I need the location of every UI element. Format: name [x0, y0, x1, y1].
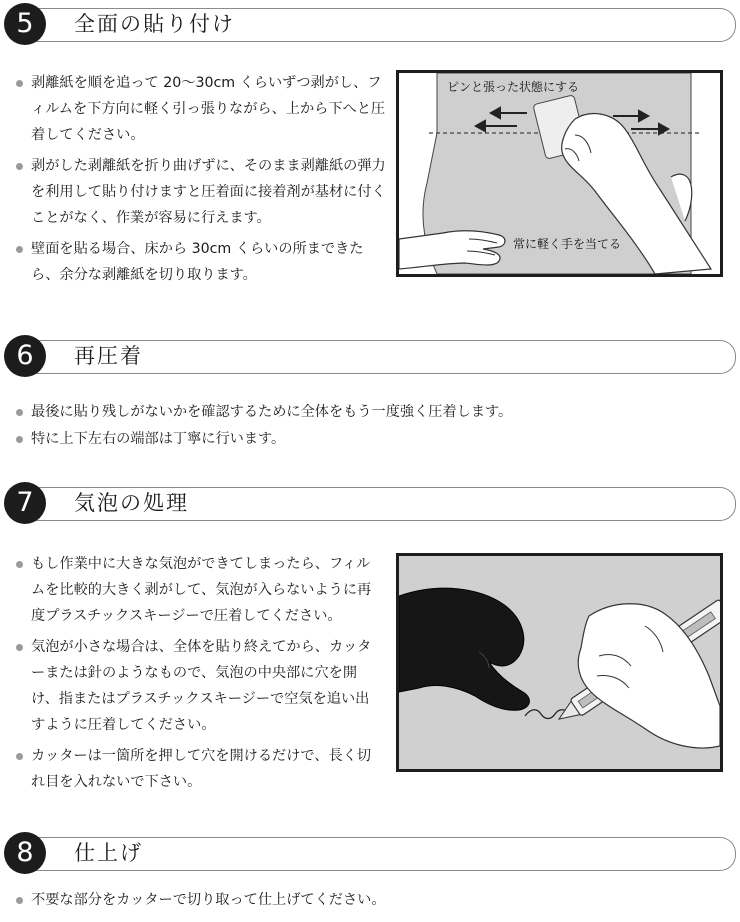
list-item: 剥がした剥離紙を折り曲げずに、そのまま剥離紙の弾力を利用して貼り付けますと圧着面に接着剤が基材に付くことがなく、作業が容易に行えます。 [14, 153, 386, 231]
list-item: 特に上下左右の端部は丁寧に行います。 [14, 426, 726, 452]
list-item: 壁面を貼る場合、床から 30cm くらいの所まできたら、余分な剥離紙を切り取ります。 [14, 236, 386, 288]
section-6-list [14, 399, 726, 457]
list-item: 気泡が小さな場合は、全体を貼り終えてから、カッターまたは針のようなもので、気泡の中央部に穴を開け、指またはプラスチックスキージーで空気を追い出すように圧着してください。 [14, 634, 380, 738]
list-item: 不要な部分をカッターで切り取って仕上げてください。 [14, 887, 726, 913]
section-6-header [4, 335, 736, 377]
section-5-list [14, 70, 386, 293]
step-number-5: 5 [4, 3, 46, 45]
figure-top-label: ピンと張った状態にする [447, 80, 580, 94]
list-item: 最後に貼り残しがないかを確認するために全体をもう一度強く圧着します。 [14, 399, 726, 425]
step-number-8: 8 [4, 832, 46, 874]
section-8-list [14, 887, 726, 918]
section-8-title: 仕上げ [74, 841, 143, 865]
step-number-7: 7 [4, 482, 46, 524]
film-stretch-illustration [396, 70, 723, 277]
list-item: もし作業中に大きな気泡ができてしまったら、フィルムを比較的大きく剥がして、気泡が入らないように再度プラスチックスキージーで圧着してください。 [14, 551, 380, 629]
figure-bottom-label: 常に軽く手を当てる [513, 237, 622, 251]
section-7-list [14, 551, 380, 800]
section-7-title: 気泡の処理 [74, 491, 189, 515]
section-5-header [4, 3, 736, 45]
section-6-title: 再圧着 [74, 344, 143, 368]
list-item: カッターは一箇所を押して穴を開けるだけで、長く切れ目を入れないで下さい。 [14, 743, 380, 795]
list-item: 剥離紙を順を追って 20〜30cm くらいずつ剥がし、フィルムを下方向に軽く引っ張りながら、上から下へと圧着してください。 [14, 70, 386, 148]
section-5-title: 全面の貼り付け [74, 12, 235, 36]
step-number-6: 6 [4, 335, 46, 377]
section-7-header [4, 482, 736, 524]
bubble-puncture-illustration [396, 553, 723, 772]
section-8-header [4, 832, 736, 874]
